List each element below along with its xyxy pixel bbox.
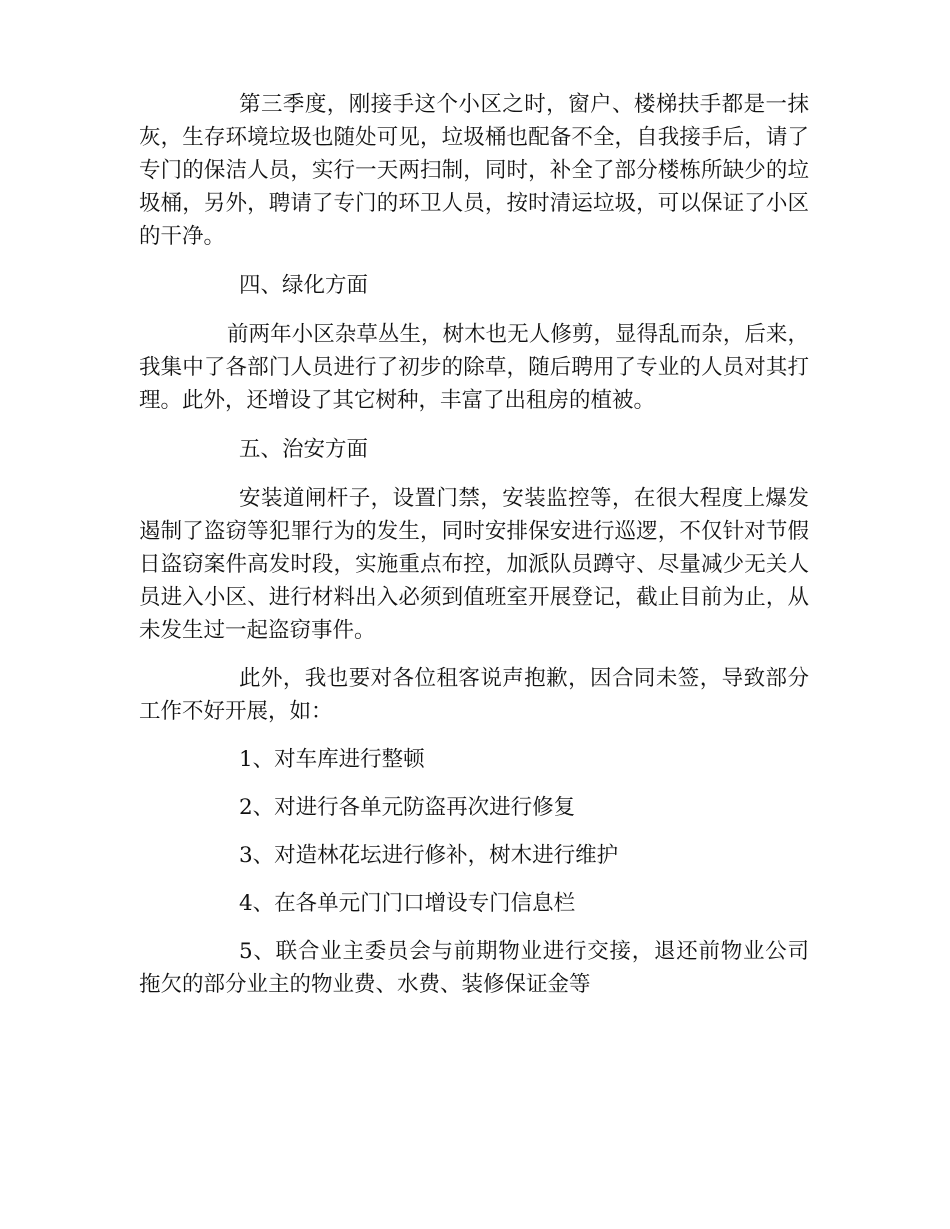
paragraph-security: 安装道闸杆子，设置门禁，安装监控等，在很大程度上爆发遏制了盗窃等犯罪行为的发生，同时安排保安进行巡逻，不仅针对节假日盗窃案件高发时段，实施重点布控，加派队员蹲守、尽量减少无关人员进入小区、进行材料出入必须到值班室开展登记，截止目前为止，从未发生过一起盗窃事件。: [139, 486, 809, 643]
heading-security: 五、治安方面: [239, 437, 369, 462]
list-item-4: 4、在各单元门门口增设专门信息栏: [239, 891, 576, 916]
document-page: [139, 88, 809, 1001]
list-item-2: 2、对进行各单元防盗再次进行修复: [239, 795, 576, 820]
list-item-3: 3、对造林花坛进行修补，树木进行维护: [239, 843, 619, 868]
heading-greening: 四、绿化方面: [239, 273, 369, 298]
paragraph-apology: 此外，我也要对各位租客说声抱歉，因合同未签，导致部分工作不好开展，如：: [139, 666, 809, 724]
paragraph-greening: 前两年小区杂草丛生，树木也无人修剪，显得乱而杂，后来，我集中了各部门人员进行了初步的除草，随后聘用了专业的人员对其打理。此外，还增设了其它树种，丰富了出租房的植被。: [139, 322, 809, 413]
list-item-5: 5、联合业主委员会与前期物业进行交接，退还前物业公司拖欠的部分业主的物业费、水费、装修保证金等: [139, 939, 809, 997]
paragraph-sanitation: 第三季度，刚接手这个小区之时，窗户、楼梯扶手都是一抹灰，生存环境垃圾也随处可见，垃圾桶也配备不全，自我接手后，请了专门的保洁人员，实行一天两扫制，同时，补全了部分楼栋所缺少的垃圾桶，另外，聘请了专门的环卫人员，按时清运垃圾，可以保证了小区的干净。: [139, 92, 809, 249]
list-item-1: 1、对车库进行整顿: [239, 747, 425, 772]
